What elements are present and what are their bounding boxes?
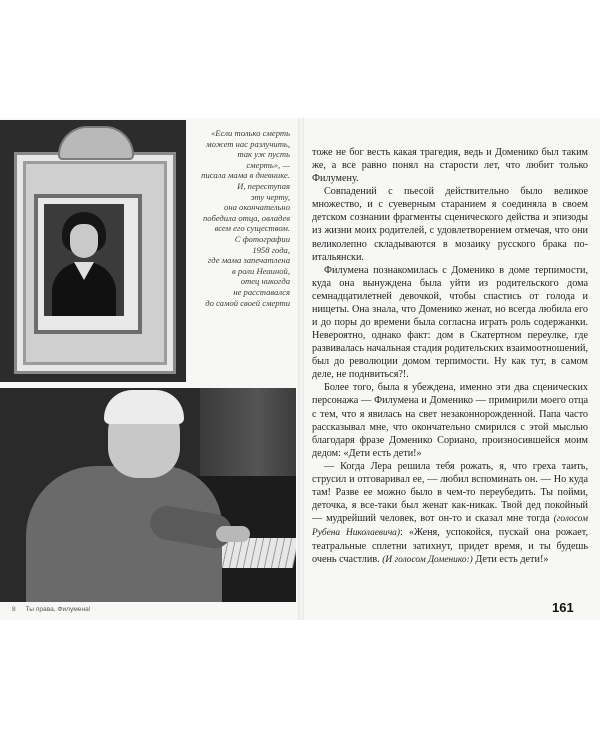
paragraph-text: — Когда Лера решила тебя рожать, я, что греха таить, струсил и отговаривал ее, — любил вспоминать он. — Но куда там! Разве ее можно было в чем-то переубедить. Ты пойми, деточка, я все-таки был женат как-никак. Твой дед покойный — мудрейший человек, вот он-то и сказал мне тогда — [312, 460, 588, 525]
italic-aside: (И голосом Доменико:) — [382, 555, 473, 566]
caption-line: может нас разлучить, — [206, 138, 290, 149]
footer-number: 8 — [12, 606, 16, 613]
caption-line: отец никогда — [240, 276, 290, 287]
italic-aside: (голосом Рубена Николаевича) — [312, 514, 588, 539]
caption-line: где мама запечатлена — [207, 255, 290, 266]
frame-crest — [58, 126, 134, 160]
caption-line: С фотографии — [234, 233, 290, 244]
paragraph: Совпадений с пьесой действительно было великое множество, и с суеверным старанием я соединяла в своем детском сознании фрагменты сценического действа и эпизоды из жизни моих родителей, с удовлетворением отмечая, что они великолепно складываются в мозаику русского брака по-итальянски. — [312, 186, 588, 263]
caption-line: в роли Неаиной, — [232, 265, 290, 276]
caption-line: И, переступая — [237, 180, 290, 191]
running-footer — [12, 606, 91, 613]
caption-line: писала мама в дневнике. — [201, 170, 290, 181]
caption-line: эту черту, — [250, 191, 290, 202]
paragraph: тоже не бог весть какая трагедия, ведь и Доменико был таким же, а все равно понял на старости лет, что любит только Филумену. — [312, 147, 588, 185]
caption-line: смерть», — — [246, 159, 290, 170]
paragraph-text: : «Женя, успокойся, пускай она рожает, театральные сплетни затихнут, придет время, и ты будешь очень счастлив. — [312, 527, 588, 566]
paragraph-text: Дети есть дети!» — [472, 554, 549, 566]
caption-line: всем его существом. — [214, 223, 290, 234]
man-at-piano-photo — [0, 388, 296, 602]
paragraph — [312, 460, 588, 568]
body-text — [312, 146, 588, 568]
caption-line: «Если только смерть — [210, 128, 290, 138]
page-number: 161 — [552, 600, 574, 615]
book-gutter — [298, 118, 304, 620]
caption-line: до самой своей смерти — [205, 297, 290, 308]
photo-caption — [188, 128, 290, 308]
paragraph: Филумена познакомилась с Доменико в доме терпимости, куда она вынуждена была уйти из родительского дома семнадцатилетней девочкой, чтобы спастись от голода и нищеты. Она знала, что Доменико женат, но всегда любила его и до поры до времени была согласна играть роль содержанки. Невероятно, однако факт: дом в Скатертном переулке, где развивалась начальная стадия родительских взаимоотношений, был до революции домом терпимости. Ну как тут, в самом деле, не поднвиться?!. — [312, 264, 588, 381]
framed-portrait-photo — [0, 120, 186, 382]
caption-line: она окончательно — [224, 202, 290, 213]
caption-line: так уж пусть — [237, 149, 290, 160]
woman-portrait — [44, 204, 124, 316]
caption-line: 1958 года, — [252, 244, 290, 255]
caption-line: не расставался — [233, 286, 290, 297]
paragraph: Более того, была я убеждена, именно эти два сценических персонажа — Филумена и Доменико — примирили моего отца с тем, что я явилась на свет незаконнорожденной. Папа часто рассказывал мне, что окончательно смирился с этой мыслью благодаря фразе Доменико Сориано, произносившейся моим дедом: «Дети есть дети!» — [312, 382, 588, 459]
running-title: Ты права, Филумена! — [25, 606, 91, 613]
caption-line: победила отца, овладев — [202, 212, 290, 223]
